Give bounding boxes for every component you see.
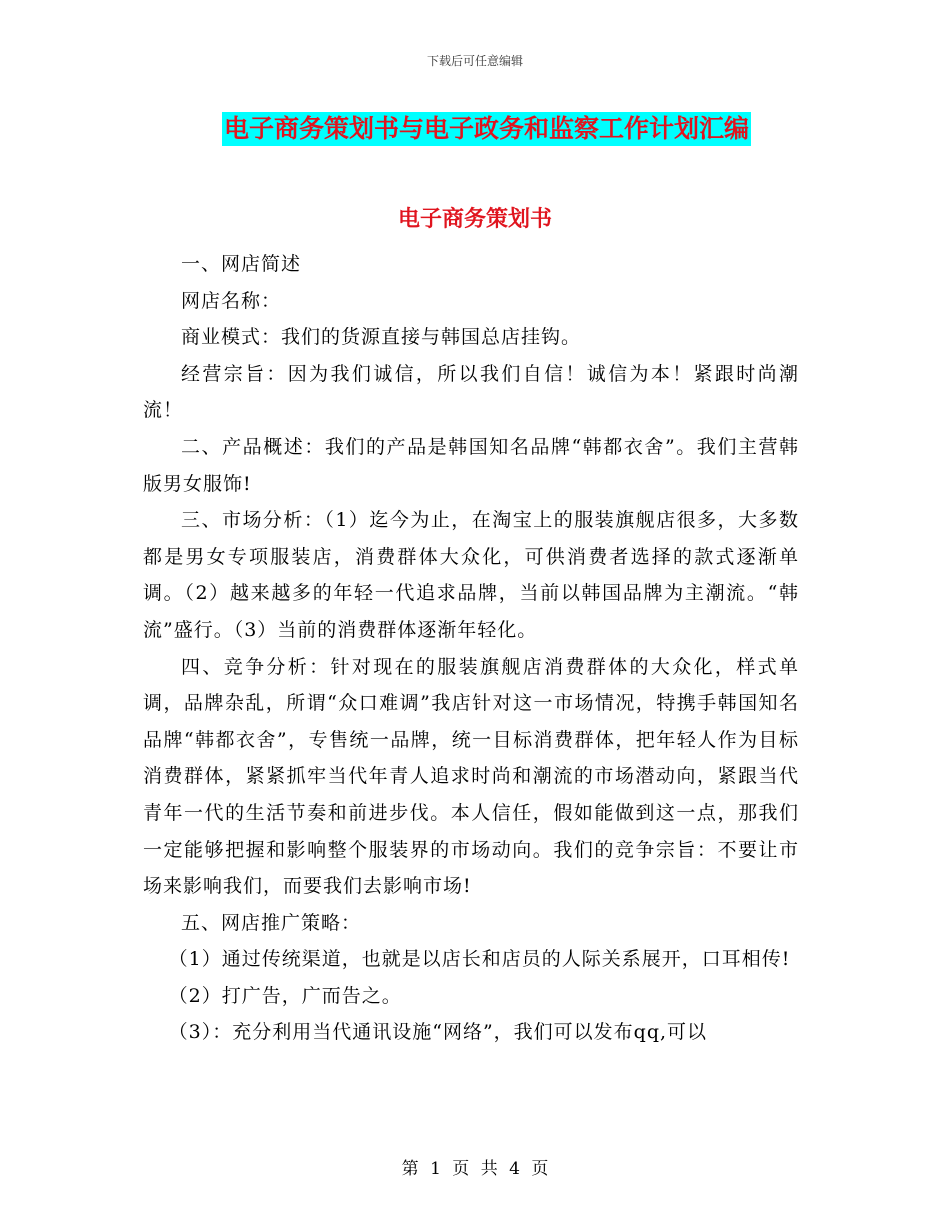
paragraph-market-analysis: 三、市场分析：（1）迄今为止，在淘宝上的服装旗舰店很多，大多数都是男女专项服装店，消费群体大众化，可供消费者选择的款式逐渐单调。（2）越来越多的年轻一代追求品牌，当前以韩国品牌为主潮流。“韩流”盛行。（3）当前的消费群体逐渐年轻化。 xyxy=(143,509,799,641)
paragraph-business-purpose: 经营宗旨：因为我们诚信，所以我们自信！诚信为本！紧跟时尚潮流！ xyxy=(143,362,799,422)
paragraph-promotion-1: （1）通过传统渠道，也就是以店长和店员的人际关系展开，口耳相传! xyxy=(168,948,791,971)
paragraph-promotion-2: （2）打广告，广而告之。 xyxy=(168,984,402,1007)
paragraph-store-name: 网店名称： xyxy=(181,289,282,312)
section-title: 电子商务策划书 xyxy=(397,207,552,232)
paragraph-product-overview: 二、产品概述：我们的产品是韩国知名品牌“韩都衣舍”。我们主营韩版男女服饰! xyxy=(143,435,799,495)
page-number: 第 1 页 共 4 页 xyxy=(401,1159,549,1179)
header-note: 下载后可任意编辑 xyxy=(426,54,523,68)
paragraph-promotion-heading: 五、网店推广策略： xyxy=(181,911,362,934)
document-title: 电子商务策划书与电子政务和监察工作计划汇编 xyxy=(222,112,751,146)
paragraph-overview-heading: 一、网店简述 xyxy=(181,253,302,275)
paragraph-business-model: 商业模式：我们的货源直接与韩国总店挂钩。 xyxy=(181,326,582,349)
document-body xyxy=(143,246,799,1051)
paragraph-promotion-3: （3）：充分利用当代通讯设施“网络”，我们可以发布qq,可以 xyxy=(168,1021,708,1044)
paragraph-competition-analysis: 四、竞争分析：针对现在的服装旗舰店消费群体的大众化，样式单调，品牌杂乱，所谓“众口难调”我店针对这一市场情况，特携手韩国知名品牌“韩都衣舍”，专售统一品牌，统一目标消费群体，把年轻人作为目标消费群体，紧紧抓牢当代年青人追求时尚和潮流的市场潜动向，紧跟当代青年一代的生活节奏和前进步伐。本人信任，假如能做到这一点，那我们一定能够把握和影响整个服装界的市场动向。我们的竞争宗旨：不要让市场来影响我们，而要我们去影响市场! xyxy=(143,655,799,898)
